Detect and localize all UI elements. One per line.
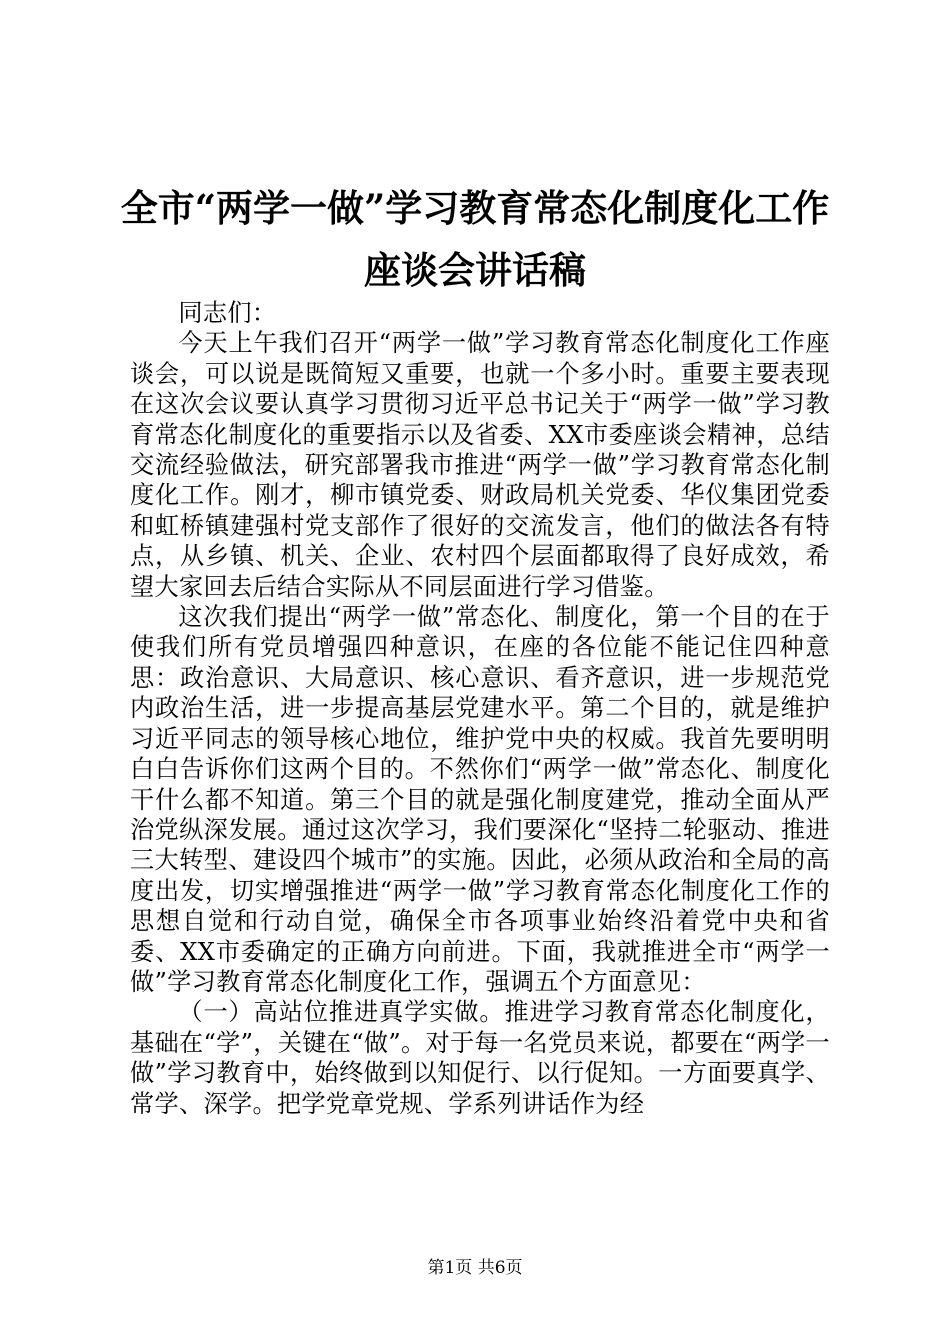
document-title-line-2: 座谈会讲话稿 bbox=[364, 248, 586, 292]
page-footer: 第1页 共6页 bbox=[427, 1258, 523, 1278]
greeting: 同志们： bbox=[178, 299, 277, 327]
paragraph-3: （一）高站位推进真学实做。推进学习教育常态化制度化，基础在“学”，关键在“做”。对于每一名党员来说，都要在“两学一做”学习教育中，始终做到以知促行、以行促知。一方面要真学、常学、深学。把学党章党规、学系列讲话作为经 bbox=[130, 998, 831, 1118]
document-body bbox=[130, 298, 830, 1119]
paragraph-2: 这次我们提出“两学一做”常态化、制度化，第一个目的在于使我们所有党员增强四种意识，在座的各位能不能记住四种意思：政治意识、大局意识、核心意识、看齐意识，进一步规范党内政治生活，进一步提高基层党建水平。第二个目的，就是维护习近平同志的领导核心地位，维护党中央的权威。我首先要明明白白告诉你们这两个目的。不然你们“两学一做”常态化、制度化干什么都不知道。第三个目的就是强化制度建党，推动全面从严治党纵深发展。通过这次学习，我们要深化“坚持二轮驱动、推进三大转型、建设四个城市”的实施。因此，必须从政治和全局的高度出发，切实增强推进“两学一做”学习教育常态化制度化工作的思想自觉和行动自觉，确保全市各项事业始终沿着党中央和省委、XX市委确定的正确方向前进。下面，我就推进全市“两学一做”学习教育常态化制度化工作，强调五个方面意见： bbox=[130, 603, 830, 996]
document-title-line-1: 全市“两学一做”学习教育常态化制度化工作 bbox=[120, 186, 830, 230]
paragraph-1: 今天上午我们召开“两学一做”学习教育常态化制度化工作座谈会，可以说是既简短又重要，也就一个多小时。重要主要表现在这次会议要认真学习贯彻习近平总书记关于“两学一做”学习教育常态化制度化的重要指示以及省委、XX市委座谈会精神，总结交流经验做法，研究部署我市推进“两学一做”学习教育常态化制度化工作。刚才，柳市镇党委、财政局机关党委、华仪集团党委和虹桥镇建强村党支部作了很好的交流发言，他们的做法各有特点，从乡镇、机关、企业、农村四个层面都取得了良好成效，希望大家回去后结合实际从不同层面进行学习借鉴。 bbox=[130, 329, 830, 601]
